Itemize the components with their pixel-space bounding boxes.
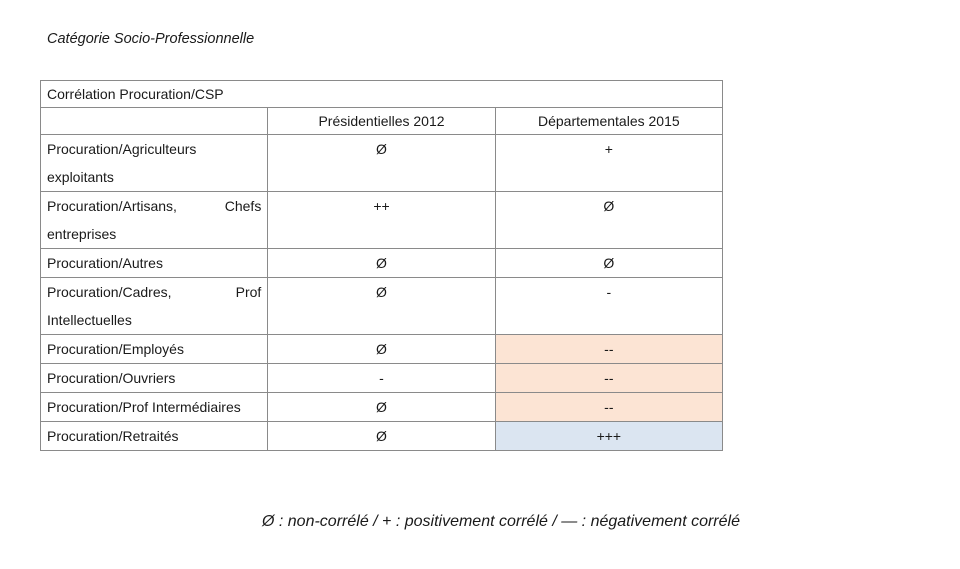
cell-presidentielles-2012: Ø: [268, 135, 495, 192]
column-header-presidentielles-2012: Présidentielles 2012: [268, 108, 495, 135]
row-label-line1-left: Procuration/Ouvriers: [47, 370, 176, 386]
column-header-departementales-2015: Départementales 2015: [495, 108, 722, 135]
row-label-line1-right: Chefs: [224, 198, 262, 214]
row-label-line2: entreprises: [47, 226, 117, 242]
cell-departementales-2015: Ø: [495, 192, 722, 249]
row-label-line1: [47, 135, 261, 163]
table-row: [41, 249, 723, 278]
row-label: [41, 192, 268, 249]
table-row: [41, 393, 723, 422]
row-label: [41, 335, 268, 364]
table-row: [41, 135, 723, 192]
cell-departementales-2015: Ø: [495, 249, 722, 278]
row-label-line1-right: Prof: [235, 284, 262, 300]
table-row: [41, 335, 723, 364]
table-header-row: [41, 108, 723, 135]
row-label: [41, 278, 268, 335]
row-label-line1: [47, 335, 261, 363]
row-label: [41, 364, 268, 393]
table-row: [41, 422, 723, 451]
row-label-line1-left: Procuration/Employés: [47, 341, 184, 357]
row-label-line2: exploitants: [47, 169, 114, 185]
cell-presidentielles-2012: ++: [268, 192, 495, 249]
table-caption: Corrélation Procuration/CSP: [41, 81, 723, 108]
row-label-line1: [47, 192, 261, 220]
row-label: [41, 422, 268, 451]
table-row: [41, 192, 723, 249]
row-label: [41, 135, 268, 192]
cell-departementales-2015: +++: [495, 422, 722, 451]
table-caption-row: [41, 81, 723, 108]
row-label-line1: [47, 249, 261, 277]
row-label-line1: [47, 422, 261, 450]
row-label-line1: [47, 278, 261, 306]
table-row: [41, 278, 723, 335]
cell-presidentielles-2012: Ø: [268, 393, 495, 422]
row-label-line2: Intellectuelles: [47, 312, 132, 328]
row-label-line1-left: Procuration/Agriculteurs: [47, 141, 197, 157]
row-label-line1: [47, 364, 261, 392]
cell-presidentielles-2012: Ø: [268, 249, 495, 278]
row-label-line1-left: Procuration/Cadres,: [47, 284, 172, 300]
cell-departementales-2015: --: [495, 335, 722, 364]
row-label: [41, 249, 268, 278]
row-label-line1-left: Procuration/Artisans,: [47, 198, 177, 214]
row-label-line1: [47, 393, 261, 421]
section-title: Catégorie Socio-Professionnelle: [47, 31, 255, 47]
table-row: [41, 364, 723, 393]
column-header-empty: [41, 108, 268, 135]
row-label-line1-left: Procuration/Retraités: [47, 428, 179, 444]
cell-presidentielles-2012: Ø: [268, 278, 495, 335]
cell-presidentielles-2012: -: [268, 364, 495, 393]
cell-departementales-2015: +: [495, 135, 722, 192]
row-label-line1-left: Procuration/Autres: [47, 255, 163, 271]
cell-presidentielles-2012: Ø: [268, 422, 495, 451]
cell-departementales-2015: --: [495, 364, 722, 393]
row-label: [41, 393, 268, 422]
legend-text: Ø : non-corrélé / + : positivement corrélé / — : négativement corrélé: [262, 513, 740, 530]
row-label-line1-left: Procuration/Prof Intermédiaires: [47, 399, 241, 415]
correlation-table: [40, 80, 723, 451]
cell-departementales-2015: --: [495, 393, 722, 422]
cell-presidentielles-2012: Ø: [268, 335, 495, 364]
cell-departementales-2015: -: [495, 278, 722, 335]
